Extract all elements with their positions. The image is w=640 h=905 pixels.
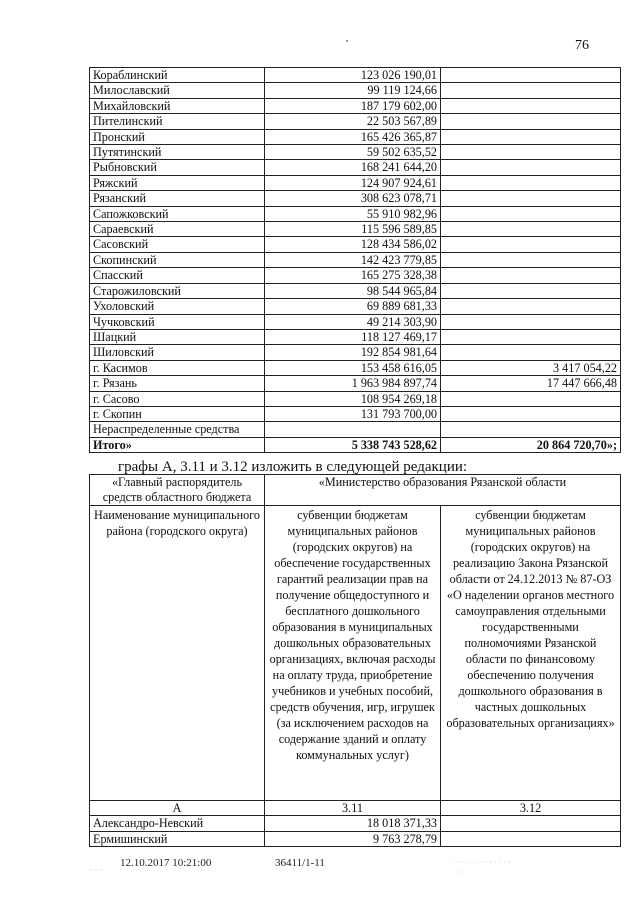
table-row	[90, 222, 621, 237]
scan-speck	[346, 40, 348, 42]
value-3-12-cell	[441, 816, 621, 831]
value-3-12-cell	[441, 268, 621, 283]
value-3-11-cell: 192 854 981,64	[265, 345, 441, 360]
column-codes-row	[90, 801, 621, 816]
value-3-12-cell	[441, 314, 621, 329]
amendment-caption: графы А, 3.11 и 3.12 изложить в следующей редакции:	[118, 459, 468, 475]
municipality-cell: Спасский	[90, 268, 265, 283]
code-a: А	[90, 801, 265, 816]
value-3-12-cell	[441, 98, 621, 113]
municipality-cell: Михайловский	[90, 98, 265, 113]
municipality-cell: Рыбновский	[90, 160, 265, 175]
value-3-12-cell	[441, 831, 621, 846]
value-3-12-cell	[441, 252, 621, 267]
municipality-cell: Путятинский	[90, 145, 265, 160]
table-row	[90, 145, 621, 160]
faint-stamp-right: · · · · · · · · · · · · · · · · · · · ·	[452, 858, 511, 877]
municipality-cell: Сараевский	[90, 222, 265, 237]
subventions-table-continued	[89, 67, 621, 453]
value-3-12-cell	[441, 83, 621, 98]
value-3-12-cell	[441, 329, 621, 344]
footer-date: 12.10.2017 10:21:00	[120, 857, 212, 869]
table-row	[90, 816, 621, 831]
value-3-11-cell: 187 179 602,00	[265, 98, 441, 113]
table-row	[90, 83, 621, 98]
municipality-cell: Шиловский	[90, 345, 265, 360]
value-3-11-cell: 22 503 567,89	[265, 114, 441, 129]
header-municipality-name: Наименование муниципального района (городского округа)	[90, 506, 265, 801]
municipality-cell: Александро-Невский	[90, 816, 265, 831]
value-3-12-cell	[441, 283, 621, 298]
table-row	[90, 252, 621, 267]
value-3-11-cell: 131 793 700,00	[265, 406, 441, 421]
municipality-cell: Кораблинский	[90, 68, 265, 83]
header-subvention-3-12: субвенции бюджетам муниципальных районов (городских округов) на реализацию Закона Рязанской области от 24.12.2013 № 87-ОЗ «О наделении органов местного самоуправления отдельными государственными полномочиями Рязанской области по финансовому обеспечению получения дошкольного образования в частных дошкольных образовательных организациях»	[441, 506, 621, 801]
table-row	[90, 283, 621, 298]
value-3-12-cell	[441, 114, 621, 129]
value-3-12-cell	[441, 406, 621, 421]
faint-stamp-left: · · ·	[90, 866, 102, 875]
code-3-12: 3.12	[441, 801, 621, 816]
table-row	[90, 237, 621, 252]
table-row	[90, 406, 621, 421]
table-row	[90, 360, 621, 375]
header-distributor: «Главный распорядитель средств областного бюджета	[90, 475, 265, 506]
value-3-12-cell: 3 417 054,22	[441, 360, 621, 375]
table-row	[90, 345, 621, 360]
value-3-11-cell: 99 119 124,66	[265, 83, 441, 98]
value-3-11-cell: 59 502 635,52	[265, 145, 441, 160]
municipality-cell: г. Сасово	[90, 391, 265, 406]
table-row	[90, 191, 621, 206]
value-3-11-cell: 308 623 078,71	[265, 191, 441, 206]
municipality-cell: Ухоловский	[90, 299, 265, 314]
municipality-cell: Нераспределенные средства	[90, 422, 265, 437]
municipality-cell: Скопинский	[90, 252, 265, 267]
table-row	[90, 314, 621, 329]
value-3-12-cell	[441, 222, 621, 237]
value-3-12-cell	[441, 145, 621, 160]
subventions-table-new-edition	[89, 474, 621, 847]
municipality-cell: Пителинский	[90, 114, 265, 129]
table-row	[90, 68, 621, 83]
table-row	[90, 175, 621, 190]
value-3-11-cell: 142 423 779,85	[265, 252, 441, 267]
table-row	[90, 831, 621, 846]
total-label: Итого»	[90, 437, 265, 452]
value-3-12-cell	[441, 422, 621, 437]
table-row	[90, 98, 621, 113]
table-row	[90, 376, 621, 391]
value-3-12-cell	[441, 68, 621, 83]
page-number: 76	[575, 38, 589, 53]
value-3-12-cell: 17 447 666,48	[441, 376, 621, 391]
value-3-11-cell: 49 214 303,90	[265, 314, 441, 329]
municipality-cell: Сасовский	[90, 237, 265, 252]
header-row-columns	[90, 506, 621, 801]
value-3-11-cell: 118 127 469,17	[265, 329, 441, 344]
municipality-cell: Шацкий	[90, 329, 265, 344]
header-subvention-3-11: субвенции бюджетам муниципальных районов (городских округов) на обеспечение государственных гарантий реализации прав на получение общедоступного и бесплатного дошкольного образования в муниципальных дошкольных образовательных организациях, включая расходы на оплату труда, приобретение учебников и учебных пособий, средств обучения, игр, игрушек (за исключением расходов на содержание зданий и оплату коммунальных услуг)	[265, 506, 441, 801]
table-row	[90, 299, 621, 314]
value-3-12-cell	[441, 345, 621, 360]
value-3-12-cell	[441, 160, 621, 175]
value-3-12-cell	[441, 129, 621, 144]
municipality-cell: г. Скопин	[90, 406, 265, 421]
municipality-cell: Чучковский	[90, 314, 265, 329]
value-3-12-cell	[441, 237, 621, 252]
municipality-cell: г. Рязань	[90, 376, 265, 391]
table-row	[90, 160, 621, 175]
value-3-11-cell: 124 907 924,61	[265, 175, 441, 190]
value-3-11-cell: 98 544 965,84	[265, 283, 441, 298]
municipality-cell: Ермишинский	[90, 831, 265, 846]
value-3-12-cell	[441, 206, 621, 221]
table-row	[90, 268, 621, 283]
table-row	[90, 391, 621, 406]
value-3-12-cell	[441, 391, 621, 406]
municipality-cell: г. Касимов	[90, 360, 265, 375]
municipality-cell: Ряжский	[90, 175, 265, 190]
value-3-11-cell: 55 910 982,96	[265, 206, 441, 221]
value-3-12-cell	[441, 299, 621, 314]
value-3-11-cell: 115 596 589,85	[265, 222, 441, 237]
municipality-cell: Старожиловский	[90, 283, 265, 298]
value-3-11-cell: 168 241 644,20	[265, 160, 441, 175]
value-3-12-cell	[441, 175, 621, 190]
table-row	[90, 206, 621, 221]
table-row	[90, 114, 621, 129]
code-3-11: 3.11	[265, 801, 441, 816]
municipality-cell: Милославский	[90, 83, 265, 98]
total-3-11: 5 338 743 528,62	[265, 437, 441, 452]
value-3-11-cell: 108 954 269,18	[265, 391, 441, 406]
footer-code: 36411/1-11	[275, 857, 325, 869]
value-3-11-cell	[265, 422, 441, 437]
header-ministry: «Министерство образования Рязанской области	[265, 475, 621, 506]
municipality-cell: Сапожковский	[90, 206, 265, 221]
value-3-11-cell: 18 018 371,33	[265, 816, 441, 831]
total-3-12: 20 864 720,70»;	[441, 437, 621, 452]
value-3-12-cell	[441, 191, 621, 206]
header-row-distributor	[90, 475, 621, 506]
value-3-11-cell: 1 963 984 897,74	[265, 376, 441, 391]
value-3-11-cell: 69 889 681,33	[265, 299, 441, 314]
value-3-11-cell: 153 458 616,05	[265, 360, 441, 375]
value-3-11-cell: 123 026 190,01	[265, 68, 441, 83]
table-row	[90, 329, 621, 344]
table-row	[90, 129, 621, 144]
municipality-cell: Пронский	[90, 129, 265, 144]
municipality-cell: Рязанский	[90, 191, 265, 206]
value-3-11-cell: 9 763 278,79	[265, 831, 441, 846]
total-row	[90, 437, 621, 452]
value-3-11-cell: 165 275 328,38	[265, 268, 441, 283]
value-3-11-cell: 128 434 586,02	[265, 237, 441, 252]
value-3-11-cell: 165 426 365,87	[265, 129, 441, 144]
table-row	[90, 422, 621, 437]
